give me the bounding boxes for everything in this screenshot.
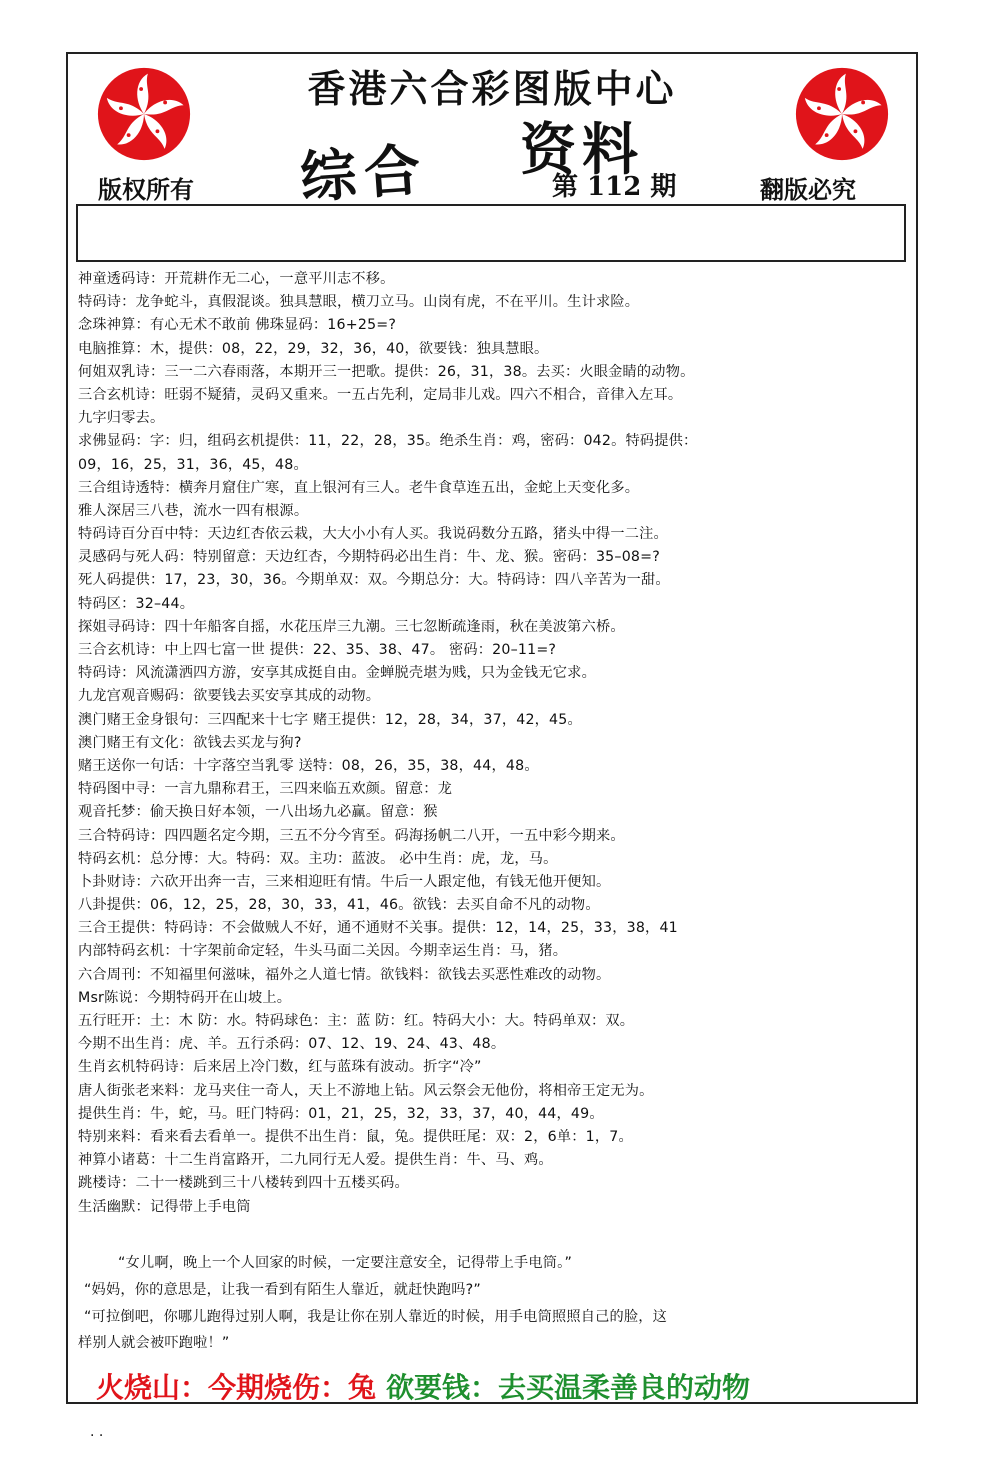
story-paragraph-3: “可拉倒吧，你哪儿跑得过别人啊，我是让你在别人靠近的时候，用手电筒照照自己的脸，这 [84, 1309, 668, 1326]
content-lines [78, 268, 910, 1219]
content-line: 何姐双乳诗：三一二六春雨落，本期开三一把歌。提供：26，31，38。去买：火眼金睛的动物。 [78, 363, 695, 380]
content-line: 念珠神算：有心无术不敢前 佛珠显码：16+25=? [78, 317, 397, 334]
content-line: 卜卦财诗：六砍开出奔一吉，三来相迎旺有情。牛后一人跟定他，有钱无他开便知。 [78, 873, 611, 890]
content-line: 九字归零去。 [78, 410, 165, 427]
big-title-part-1: 综合 [298, 136, 431, 212]
content-line: 特码图中寻：一言九鼎称君王，三四来临五欢颜。留意：龙 [78, 781, 453, 798]
page-title: 香港六合彩图版中心 [307, 66, 677, 111]
content-line: 八卦提供：06，12，25，28，30，33，41，46。欲钱：去买自命不凡的动物。 [78, 897, 600, 914]
content-line: 生活幽默：记得带上手电筒 [78, 1198, 251, 1215]
content-line: 神算小诸葛：十二生肖富路开，二九同行无人爱。提供生肖：牛、马、鸡。 [78, 1152, 553, 1169]
content-line: 唐人街张老来料：龙马夹住一奇人，天上不游地上钻。风云祭会无他份，将相帝王定无为。 [78, 1082, 654, 1099]
bauhinia-flower-icon [794, 66, 890, 162]
story-paragraph-4: 样别人就会被吓跑啦！” [78, 1334, 230, 1351]
content-line: 三合王提供：特码诗：不会做贼人不好，通不通财不关事。提供：12，14，25，33，38，41 [78, 920, 678, 937]
content-line: 今期不出生肖：虎、羊。五行杀码：07、12、19、24、43、48。 [78, 1036, 506, 1053]
content-line: 特码玄机：总分博：大。特码：双。主功：蓝波。 必中生肖：虎，龙，马。 [78, 850, 558, 867]
content-line: 特码诗百分百中特：天边红杏依云栽，大大小小有人买。我说码数分五路，猪头中得一二注。 [78, 526, 668, 543]
content-line: 雅人深居三八巷，流水一四有根源。 [78, 502, 309, 519]
content-line: 观音托梦：偷天换日好本领，一八出场九必赢。留意：猴 [78, 804, 438, 821]
content-line: 电脑推算：木，提供：08，22，29，32，36，40，欲要钱：独具慧眼。 [78, 340, 549, 357]
content-line: 澳门赌王金身银句：三四配来十七字 赌王提供：12，28，34，37，42，45。 [78, 711, 582, 728]
humor-story [78, 1252, 910, 1355]
content-line: 三合组诗透特：横奔月窟住广寒，直上银河有三人。老牛食草连五出，金蛇上天变化多。 [78, 479, 640, 496]
footer-red-text: 火烧山：今期烧伤：兔 [96, 1371, 377, 1404]
content-line: 跳楼诗：二十一楼跳到三十八楼转到四十五楼买码。 [78, 1175, 409, 1192]
content-line: 三合玄机诗：旺弱不疑猜，灵码又重来。一五占先利，定局非儿戏。四六不相合，音律入左耳。 [78, 386, 683, 403]
footer-green-text: 欲要钱：去买温柔善良的动物 [386, 1371, 751, 1404]
content-line: 神童透码诗：开荒耕作无二心，一意平川志不移。 [78, 271, 395, 287]
content-line: 求佛显码：字：归，组码玄机提供：11，22，28，35。绝杀生肖：鸡，密码：042。特码提供： [78, 433, 698, 450]
content-line: 九龙宫观音赐码：欲要钱去买安享其成的动物。 [78, 688, 381, 705]
content-line: 探姐寻码诗：四十年船客自摇，水花压岸三九潮。三七忽断疏逢雨，秋在美波第六桥。 [78, 618, 625, 635]
issue-number: 第 112 期 [552, 172, 677, 202]
empty-banner-box [76, 204, 906, 262]
content-line: 三合玄机诗：中上四七富一世 提供：22、35、38、47。 密码：20–11=? [78, 642, 557, 658]
content-line: 澳门赌王有文化：欲钱去买龙与狗? [78, 734, 302, 751]
content-line: 死人码提供：17，23，30，36。今期单双：双。今期总分：大。特码诗：四八辛苦为一甜。 [78, 572, 670, 589]
content-line: 特码诗：风流潇洒四方游，安享其成挺自由。金蝉脱壳堪为贱，只为金钱无它求。 [78, 665, 596, 682]
content-line: 特码诗：龙争蛇斗，真假混谈。独具慧眼，横刀立马。山岗有虎，不在平川。生计求险。 [78, 294, 640, 311]
content-line: 特别来料：看来看去看单一。提供不出生肖：鼠，兔。提供旺尾：双：2，6单：1，7。 [78, 1128, 633, 1145]
content-line: 生肖玄机特码诗：后来居上冷门数，红与蓝珠有波动。折字“冷” [78, 1059, 482, 1076]
content-line: 特码区：32–44。 [78, 595, 195, 612]
content-line: 六合周刊：不知福里何滋味，福外之人道七情。欲钱料：欲钱去买恶性难改的动物。 [78, 966, 611, 983]
content-line: 灵感码与死人码：特别留意：天边红杏，今期特码必出生肖：牛、龙、猴。密码：35–08=? [78, 549, 660, 566]
no-copy-label: 翻版必究 [760, 175, 856, 204]
content-line: 三合特码诗：四四题名定今期，三五不分今宵至。码海扬帆二八开，一五中彩今期来。 [78, 827, 625, 844]
content-line: 09，16，25，31，36，45，48。 [78, 456, 308, 473]
bauhinia-flower-icon [96, 66, 192, 162]
story-paragraph-2: “妈妈，你的意思是，让我一看到有陌生人靠近，就赶快跑吗?” [84, 1282, 481, 1299]
content-line: 内部特码玄机：十字架前命定轻，牛头马面二关因。今期幸运生肖：马，猪。 [78, 943, 568, 960]
copyright-label: 版权所有 [98, 175, 194, 204]
footer-banner [96, 1366, 750, 1406]
content-line: Msr陈说：今期特码开在山坡上。 [78, 989, 292, 1006]
content-line: 五行旺开：土：木 防：水。特码球色：主：蓝 防：红。特码大小：大。特码单双：双。 [78, 1013, 635, 1029]
dots: . . [90, 1424, 104, 1440]
content-line: 赌王送你一句话：十字落空当乳零 送特：08，26，35，38，44，48。 [78, 757, 539, 774]
content-line: 提供生肖：牛，蛇，马。旺门特码：01，21，25，32，33，37，40，44，49。 [78, 1105, 604, 1122]
big-title-part-2: 资料 [520, 117, 644, 183]
story-paragraph-1: “女儿啊，晚上一个人回家的时候，一定要注意安全，记得带上手电筒。” [118, 1255, 573, 1271]
